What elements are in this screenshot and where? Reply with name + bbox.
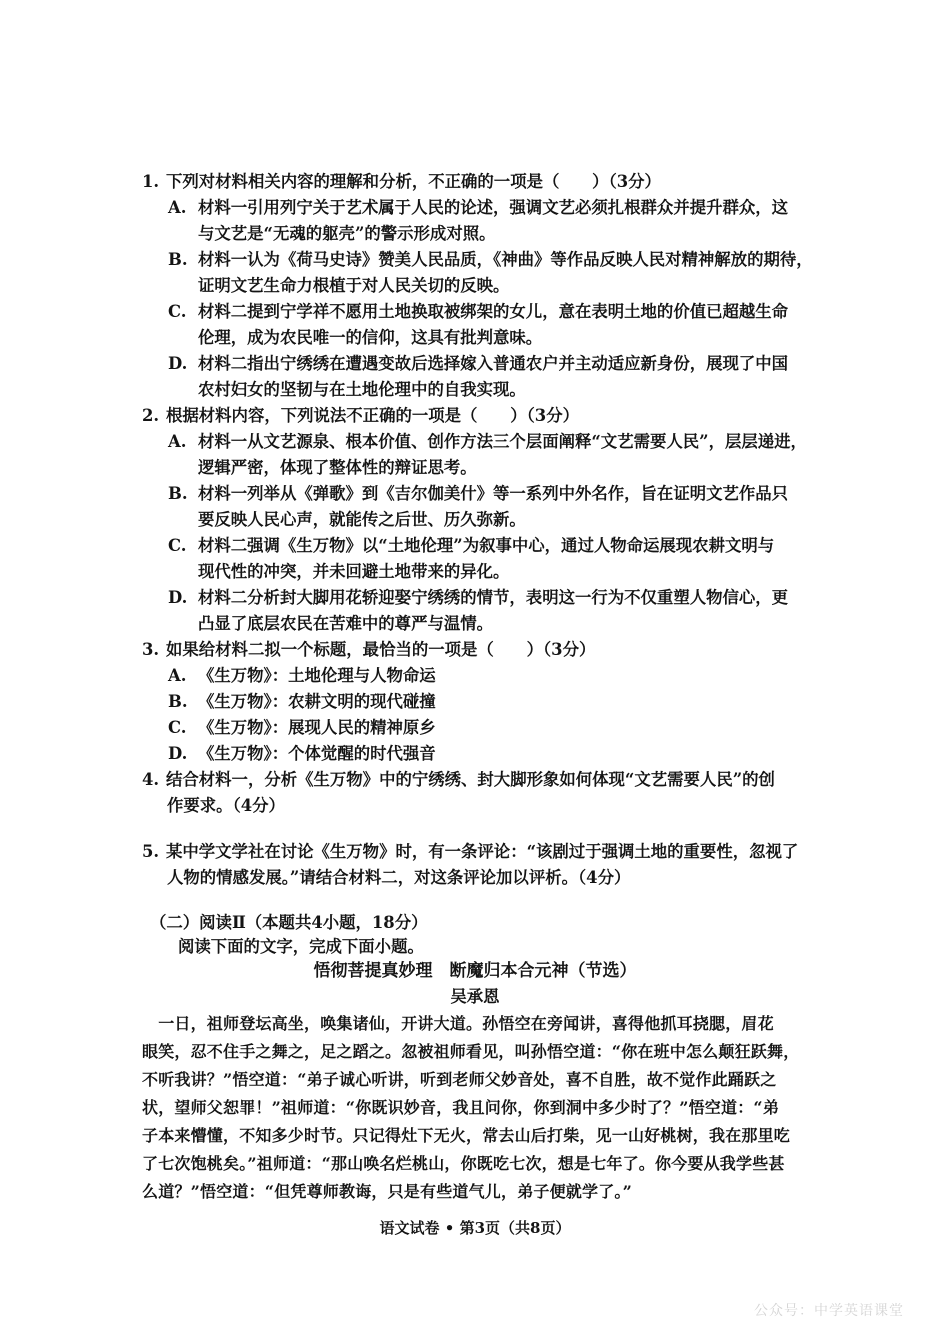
watermark: 公众号：中学英语课堂: [754, 1303, 904, 1319]
q2-option-a: [168, 429, 858, 455]
q1-option-a: [168, 195, 858, 221]
option-label: A.: [168, 432, 187, 451]
question-3-stem: [142, 637, 854, 663]
question-text: 下列对材料相关内容的理解和分析，不正确的一项是（ ）（3分）: [166, 172, 661, 191]
passage-line: 子本来懵懂，不知多少时节。只记得灶下无火，常去山后打柴，见一山好桃树，我在那里吃: [142, 1126, 791, 1145]
q1-option-a-cont: 与文艺是“无魂的躯壳”的警示形成对照。: [198, 224, 496, 243]
option-text: 材料二分析封大脚用花轿迎娶宁绣绣的情节，表明这一行为不仅重塑人物信心，更: [198, 588, 789, 607]
question-5-cont: 人物的情感发展。”请结合材料二，对这条评论加以评析。（4分）: [167, 868, 631, 887]
question-text: 如果给材料二拟一个标题，最恰当的一项是（ ）（3分）: [166, 640, 596, 659]
option-text: 材料一认为《荷马史诗》赞美人民品质，《神曲》等作品反映人民对精神解放的期待，: [198, 250, 813, 269]
q1-option-c-cont: 伦理，成为农民唯一的信仰，这具有批判意味。: [198, 328, 543, 347]
option-text: 材料二提到宁学祥不愿用土地换取被绑架的女儿，意在表明土地的价值已超越生命: [198, 302, 789, 321]
question-number: 2.: [142, 406, 160, 425]
option-label: A.: [168, 198, 187, 217]
passage-line: 不听我讲？”悟空道：“弟子诚心听讲，听到老师父妙音处，喜不自胜，故不觉作此踊跃之: [142, 1070, 777, 1089]
question-2-stem: [142, 403, 854, 429]
q3-option-d: [168, 741, 858, 767]
option-label: C.: [168, 536, 187, 555]
q1-option-b-cont: 证明文艺生命力根植于对人民关切的反映。: [198, 276, 510, 295]
option-text: 材料一列举从《弹歌》到《吉尔伽美什》等一系列中外名作，旨在证明文艺作品只: [198, 484, 789, 503]
q2-option-b: [168, 481, 858, 507]
option-text: 材料一引用列宁关于艺术属于人民的论述，强调文艺必须扎根群众并提升群众，这: [198, 198, 789, 217]
option-label: B.: [168, 484, 188, 503]
option-text: 《生万物》：土地伦理与人物命运: [198, 666, 436, 685]
q1-option-d-cont: 农村妇女的坚韧与在土地伦理中的自我实现。: [198, 380, 526, 399]
q3-option-a: [168, 663, 858, 689]
passage-line: 一日，祖师登坛高坐，唤集诸仙，开讲大道。孙悟空在旁闻讲，喜得他抓耳挠腮，眉花: [142, 1014, 774, 1033]
question-4-stem: [142, 767, 854, 793]
q2-option-c-cont: 现代性的冲突，并未回避土地带来的异化。: [198, 562, 510, 581]
question-text: 结合材料一，分析《生万物》中的宁绣绣、封大脚形象如何体现“文艺需要人民”的创: [166, 770, 775, 789]
q2-option-c: [168, 533, 858, 559]
q2-option-d-cont: 凸显了底层农民在苦难中的尊严与温情。: [198, 614, 494, 633]
option-text: 材料一从文艺源泉、根本价值、创作方法三个层面阐释“文艺需要人民”，层层递进，: [198, 432, 807, 451]
option-text: 材料二指出宁绣绣在遭遇变故后选择嫁入普通农户并主动适应新身份，展现了中国: [198, 354, 789, 373]
question-text: 某中学文学社在讨论《生万物》时，有一条评论：“该剧过于强调土地的重要性，忽视了: [166, 842, 799, 861]
passage-line: 么道？”悟空道：“但凭尊师教诲，只是有些道气儿，弟子便就学了。”: [142, 1182, 633, 1201]
question-5-stem: [142, 839, 854, 865]
passage-line: 眼笑，忍不住手之舞之，足之蹈之。忽被祖师看见，叫孙悟空道：“你在班中怎么颠狂跃舞，: [142, 1042, 800, 1061]
q3-option-b: [168, 689, 858, 715]
q1-option-b: [168, 247, 858, 273]
q1-option-c: [168, 299, 858, 325]
passage-line: 了七次饱桃矣。”祖师道：“那山唤名烂桃山，你既吃七次，想是七年了。你今要从我学些甚: [142, 1154, 785, 1173]
q2-option-a-cont: 逻辑严密，体现了整体性的辩证思考。: [198, 458, 477, 477]
option-label: C.: [168, 302, 187, 321]
option-label: D.: [168, 354, 188, 373]
question-1-stem: [142, 169, 854, 195]
option-label: A.: [168, 666, 187, 685]
option-label: B.: [168, 250, 188, 269]
passage-author: 吴承恩: [450, 987, 500, 1006]
q2-option-d: [168, 585, 858, 611]
option-label: C.: [168, 718, 187, 737]
option-label: D.: [168, 588, 188, 607]
passage-line: 状，望师父恕罪！”祖师道：“你既识妙音，我且问你，你到洞中多少时了？”悟空道：“弟: [142, 1098, 780, 1117]
section-instruction: 阅读下面的文字，完成下面小题。: [178, 937, 424, 956]
option-text: 材料二强调《生万物》以“土地伦理”为叙事中心，通过人物命运展现农耕文明与: [198, 536, 775, 555]
passage-title: 悟彻菩提真妙理 断魔归本合元神（节选）: [313, 961, 637, 981]
option-label: D.: [168, 744, 188, 763]
page-footer: 语文试卷 • 第3页（共8页）: [379, 1219, 571, 1237]
option-text: 《生万物》：农耕文明的现代碰撞: [198, 692, 436, 711]
option-label: B.: [168, 692, 188, 711]
q1-option-d: [168, 351, 858, 377]
option-text: 《生万物》：个体觉醒的时代强音: [198, 744, 436, 763]
question-text: 根据材料内容，下列说法不正确的一项是（ ）（3分）: [166, 406, 579, 425]
section-heading: （二）阅读Ⅱ（本题共4小题，18分）: [150, 913, 428, 932]
question-4-cont: 作要求。（4分）: [167, 796, 285, 815]
question-number: 1.: [142, 172, 160, 191]
q3-option-c: [168, 715, 858, 741]
option-text: 《生万物》：展现人民的精神原乡: [198, 718, 436, 737]
question-number: 4.: [142, 770, 160, 789]
q2-option-b-cont: 要反映人民心声，就能传之后世、历久弥新。: [198, 510, 526, 529]
question-number: 5.: [142, 842, 160, 861]
question-number: 3.: [142, 640, 160, 659]
